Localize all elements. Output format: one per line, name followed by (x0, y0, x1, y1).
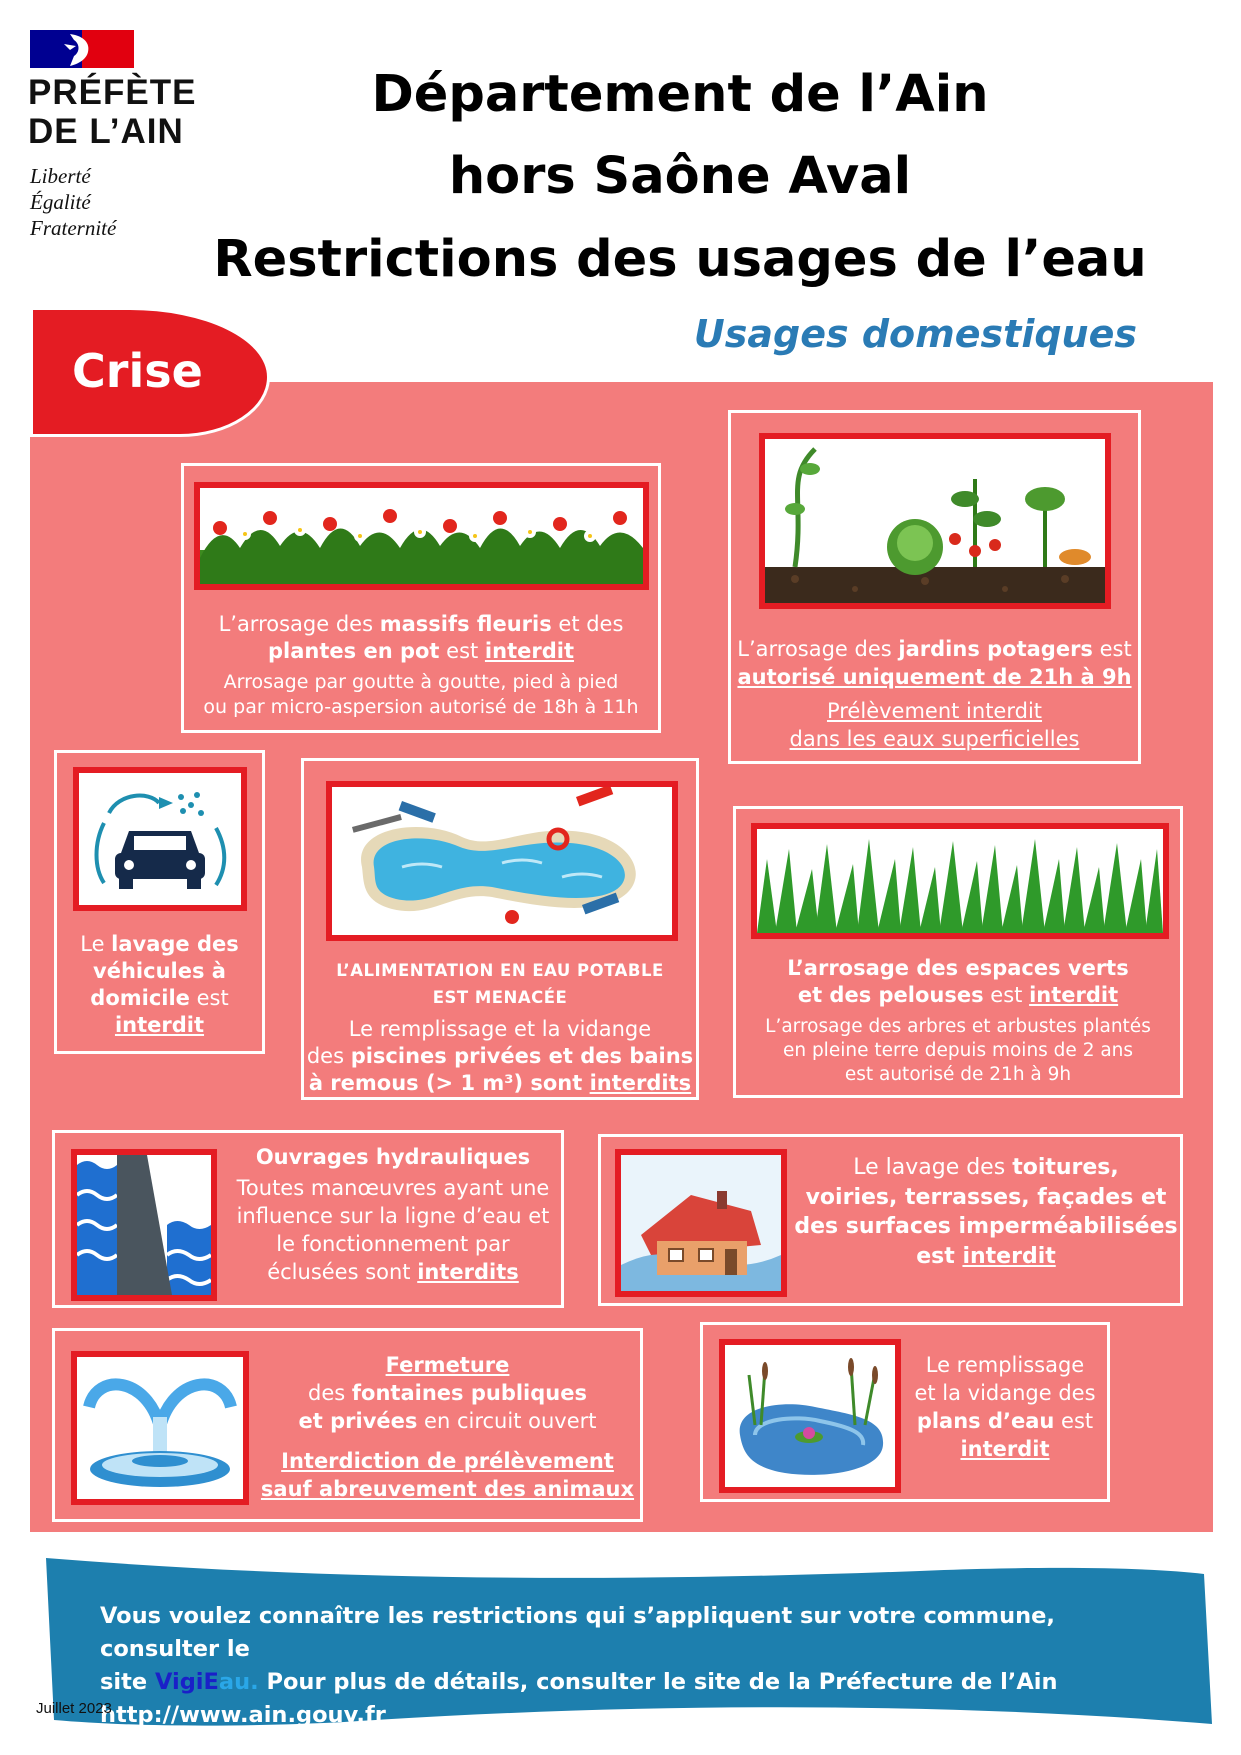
fontaines-fermeture: Fermeture (385, 1353, 510, 1377)
dam-icon (71, 1149, 217, 1301)
fontaines-line2a: des (308, 1381, 352, 1405)
pelouses-line3: L’arrosage des arbres et arbustes plantés (765, 1016, 1151, 1037)
card-massifs-fleuris (181, 463, 661, 733)
banner-line2 (100, 1666, 1180, 1699)
toitures-line1b: toitures, (1012, 1155, 1119, 1180)
motto-fraternite: Fraternité (30, 216, 117, 240)
card-piscines (301, 758, 699, 1100)
massifs-line4: ou par micro-aspersion autorisé de 18h à 11h (203, 696, 639, 718)
motto-egalite: Égalité (30, 190, 91, 214)
potagers-line1c: est (1092, 637, 1132, 661)
card-lavage-vehicules (54, 750, 265, 1054)
toitures-interdit: interdit (962, 1243, 1056, 1269)
card-plans-eau-text (903, 1351, 1107, 1463)
pelouses-line5: est autorisé de 21h à 9h (844, 1064, 1072, 1085)
card-toitures-text (791, 1153, 1181, 1271)
massifs-line3: Arrosage par goutte à goutte, pied à pied (223, 671, 619, 693)
fontaines-line5: sauf abreuvement des animaux (260, 1477, 635, 1501)
piscines-interdits: interdits (589, 1071, 692, 1095)
massifs-line1c: et des (551, 612, 624, 636)
fontaines-line4: Interdiction de prélèvement (281, 1449, 614, 1473)
pond-icon (719, 1339, 901, 1493)
page-title-line1: Département de l’Ain (371, 65, 989, 124)
plans-line1: Le remplissage (925, 1353, 1085, 1377)
massifs-line1b: massifs fleuris (379, 612, 552, 636)
toitures-line1a: Le lavage des (853, 1155, 1013, 1180)
motto-liberte: Liberté (30, 164, 91, 188)
plans-line3a: plans d’eau (916, 1409, 1055, 1433)
fontaines-line3a: et privées (298, 1409, 418, 1433)
vigieau-link[interactable] (155, 1669, 259, 1695)
piscines-line5a: à remous (> 1 m³) sont (308, 1071, 590, 1095)
plans-line3b: est (1054, 1409, 1094, 1433)
toitures-line2: voiries, terrasses, façades et (805, 1184, 1167, 1210)
card-ouvrages-hydrauliques (52, 1130, 564, 1308)
potagers-line4: dans les eaux superficielles (789, 727, 1080, 751)
massifs-interdit: interdit (484, 639, 574, 663)
card-espaces-verts-text (736, 955, 1180, 1087)
card-ouvrages-text (225, 1143, 561, 1286)
car-wash-icon (73, 767, 247, 911)
vehicules-line3b: est (189, 986, 229, 1010)
crisis-level-label: Crise (72, 344, 203, 398)
banner-line2a: site (100, 1669, 155, 1695)
pelouses-line4: en pleine terre depuis moins de 2 ans (782, 1040, 1134, 1061)
card-fontaines-text (255, 1351, 640, 1503)
page-title-line3: Restrictions des usages de l’eau (213, 230, 1147, 289)
vegetable-garden-icon (759, 433, 1111, 609)
vigieau-part2[interactable]: au. (218, 1669, 259, 1695)
pelouses-line2a: et des pelouses (797, 983, 984, 1007)
page-title-line2: hors Saône Aval (448, 147, 912, 206)
card-jardins-potagers (728, 410, 1141, 764)
banner-text (100, 1600, 1180, 1732)
flower-bed-icon (194, 482, 649, 590)
pelouses-line2b: est (983, 983, 1030, 1007)
card-piscines-warning (304, 957, 696, 1011)
logo-title-line2: DE L’AIN (28, 112, 184, 151)
piscines-line4b: piscines privées et des bains (350, 1044, 694, 1068)
plans-interdit: interdit (960, 1437, 1050, 1461)
card-massifs-text (184, 611, 658, 720)
logo-title-line1: PRÉFÈTE (28, 73, 197, 112)
card-espaces-verts (733, 806, 1183, 1098)
card-toitures (598, 1134, 1183, 1306)
fountain-icon (71, 1351, 249, 1505)
piscines-line4a: des (306, 1044, 351, 1068)
massifs-line2a: plantes en pot (268, 639, 440, 663)
card-piscines-text (304, 1016, 696, 1097)
ouvrages-line4: le fonctionnement par (276, 1232, 510, 1256)
ouvrages-interdits: interdits (417, 1260, 519, 1284)
ouvrages-line2: Toutes manœuvres ayant une (236, 1176, 550, 1200)
vehicules-line1b: lavage des (111, 932, 239, 956)
card-vehicules-text (57, 931, 262, 1039)
banner-line1: Vous voulez connaître les restrictions qui s’appliquent sur votre commune, consulter le (100, 1603, 1055, 1662)
vigieau-part1[interactable]: VigiE (154, 1669, 219, 1695)
grass-icon (751, 823, 1169, 939)
massifs-line1a: L’arrosage des (218, 612, 380, 636)
vehicules-interdit: interdit (114, 1013, 205, 1037)
piscines-line3: Le remplissage et la vidange (348, 1017, 652, 1041)
piscines-line1: L’ALIMENTATION EN EAU POTABLE (336, 961, 664, 980)
house-roof-icon (615, 1149, 787, 1297)
card-plans-eau (700, 1322, 1110, 1502)
fontaines-line2b: fontaines publiques (351, 1381, 587, 1405)
republique-logo-icon (30, 30, 134, 68)
ouvrages-line5a: éclusées sont (267, 1260, 418, 1284)
vehicules-line2: véhicules à (93, 959, 226, 983)
vehicules-line1a: Le (80, 932, 112, 956)
vehicules-line3a: domicile (90, 986, 190, 1010)
potagers-line1b: jardins potagers (898, 637, 1093, 661)
toitures-line4a: est (916, 1243, 963, 1269)
toitures-line3: des surfaces imperméabilisées (794, 1214, 1178, 1239)
massifs-line2b: est (439, 639, 485, 663)
prefecture-url-link[interactable]: http://www.ain.gouv.fr (100, 1702, 386, 1728)
card-potagers-text (731, 635, 1138, 753)
pelouses-interdit: interdit (1029, 983, 1119, 1007)
ouvrages-line3: influence sur la ligne d’eau et (236, 1204, 550, 1228)
page-subtitle: Usages domestiques (693, 312, 1137, 356)
pelouses-line1: L’arrosage des espaces verts (787, 956, 1129, 980)
potagers-line2: autorisé uniquement de 21h à 9h (737, 665, 1132, 689)
fontaines-line3b: en circuit ouvert (417, 1409, 597, 1433)
banner-line2b: Pour plus de détails, consulter le site de la Préfecture de l’Ain (258, 1669, 1058, 1695)
plans-line2: et la vidange des (914, 1381, 1096, 1405)
swimming-pool-icon (326, 781, 678, 941)
ouvrages-title: Ouvrages hydrauliques (255, 1145, 531, 1169)
potagers-line3: Prélèvement interdit (826, 699, 1043, 723)
card-fontaines (52, 1328, 643, 1522)
potagers-line1a: L’arrosage des (737, 637, 899, 661)
publication-date: Juillet 2023 (36, 1700, 112, 1717)
piscines-line2: EST MENACÉE (432, 988, 568, 1007)
